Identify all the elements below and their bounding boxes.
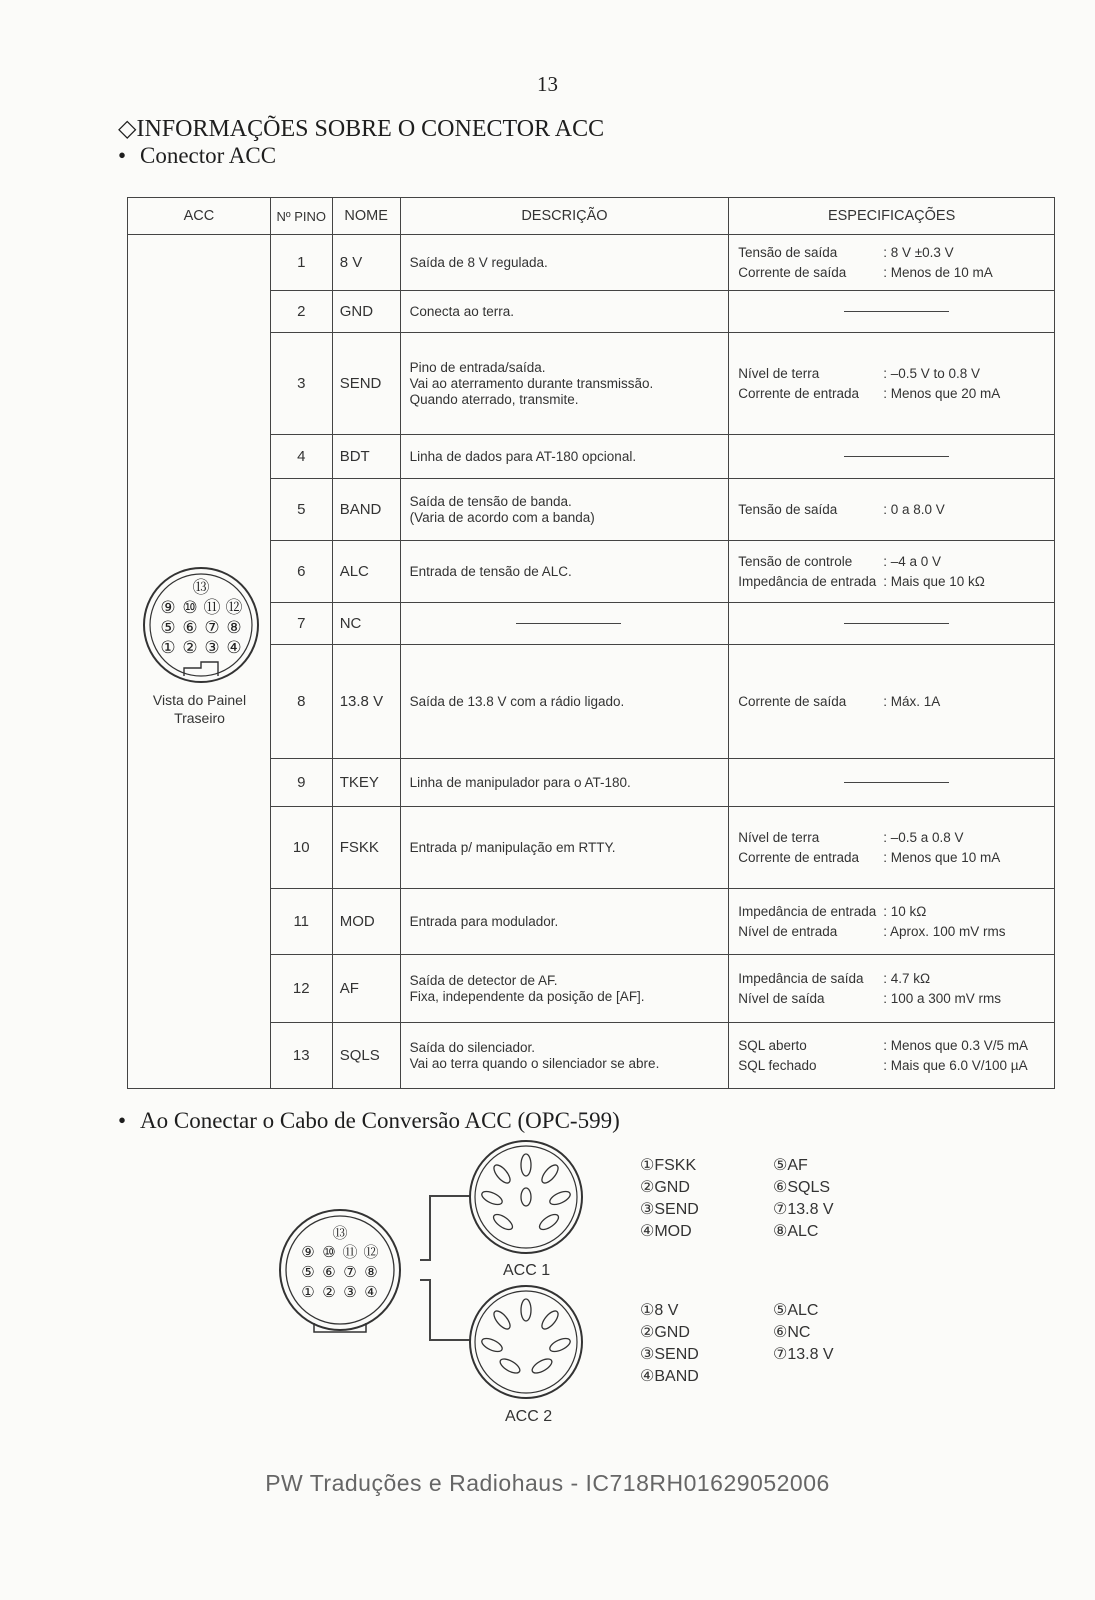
pin-description: [400, 435, 729, 479]
description-line: Linha de manipulador para o AT-180.: [409, 774, 631, 790]
pin-name: GND: [332, 291, 400, 333]
spec-label: Nível de entrada: [738, 923, 838, 939]
pin-specs: [729, 291, 1055, 333]
pin-name: MOD: [332, 889, 400, 955]
cable-lines: [420, 1196, 470, 1340]
connector-pin-glyph: ⑫: [225, 598, 243, 618]
pin-name: AF: [332, 955, 400, 1023]
spec-label: Nível de terra: [738, 829, 820, 845]
pin-number: 10: [270, 807, 332, 889]
connector-pin-glyph: ②: [322, 1283, 336, 1301]
spec-row: [738, 922, 1054, 942]
pin-description: [400, 807, 729, 889]
connector-pin-glyph: ④: [226, 638, 242, 658]
spec-value: : –4 a 0 V: [883, 553, 942, 569]
connector-pin-glyph: ②: [182, 638, 198, 658]
dash-placeholder: [844, 782, 949, 783]
spec-value: : Menos que 10 mA: [883, 849, 1001, 865]
pin-description: [400, 889, 729, 955]
description-line: Linha de dados para AT-180 opcional.: [409, 448, 637, 464]
spec-value: : 4.7 kΩ: [883, 970, 931, 986]
header-acc: ACC: [128, 198, 271, 235]
pin-number: 6: [270, 541, 332, 603]
pin-specs: [729, 955, 1055, 1023]
pin-assignment: ①FSKK: [640, 1157, 697, 1174]
connector-caption-line: Vista do Painel: [152, 692, 247, 708]
description-line: Saída de 13.8 V com a rádio ligado.: [409, 693, 625, 709]
pin-number: 2: [270, 291, 332, 333]
opc599-diagram: [270, 1140, 600, 1410]
pin-number: 11: [270, 889, 332, 955]
spec-label: Corrente de entrada: [738, 385, 860, 401]
pin-specs: [729, 479, 1055, 541]
description-line: Saída de detector de AF.: [409, 972, 558, 988]
spec-label: Impedância de entrada: [738, 903, 877, 919]
spec-row: [738, 828, 1054, 848]
description-line: Saída do silenciador.: [409, 1039, 535, 1055]
section-title: ◇INFORMAÇÕES SOBRE O CONECTOR ACC: [118, 116, 605, 142]
connector-pin-glyph: ⑥: [322, 1263, 336, 1281]
connector-pin-glyph: ③: [204, 638, 220, 658]
spec-label: SQL fechado: [738, 1057, 817, 1073]
pin-description: [400, 541, 729, 603]
spec-row: [738, 1036, 1054, 1056]
description-line: Vai ao terra quando o silenciador se abre.: [409, 1055, 660, 1071]
header-name: NOME: [332, 198, 400, 235]
acc1-label: ACC 1: [503, 1262, 551, 1279]
pin-specs: [729, 889, 1055, 955]
spec-value: : 0 a 8.0 V: [883, 501, 945, 517]
acc2-label: ACC 2: [505, 1408, 553, 1425]
pin-assignment: ③SEND: [640, 1201, 699, 1218]
spec-row: [738, 552, 1054, 572]
header-pin: Nº PINO: [270, 198, 332, 235]
pin-name: TKEY: [332, 759, 400, 807]
spec-value: : Aprox. 100 mV rms: [883, 923, 1006, 939]
pin-name: BAND: [332, 479, 400, 541]
pin-number: 12: [270, 955, 332, 1023]
pin-assignment: ⑦13.8 V: [773, 1346, 834, 1363]
pin-name: SEND: [332, 333, 400, 435]
spec-value: : Menos que 0.3 V/5 mA: [883, 1037, 1029, 1053]
table-row: [128, 235, 1055, 291]
spec-label: Corrente de entrada: [738, 849, 860, 865]
acc-rear-connector-illustration: [141, 565, 261, 685]
spec-label: Tensão de controle: [738, 553, 853, 569]
pin-assignment: ④BAND: [640, 1368, 699, 1385]
subsection-title-text: Conector ACC: [140, 143, 277, 168]
spec-row: [738, 572, 1054, 592]
connector-pin-glyph: ⑧: [226, 618, 242, 638]
pin-description: [400, 479, 729, 541]
pin-number: 13: [270, 1023, 332, 1089]
pin-specs: [729, 333, 1055, 435]
table-header-row: [128, 198, 1055, 235]
pin-assignment: ⑦13.8 V: [773, 1201, 834, 1218]
dash-placeholder: [844, 311, 949, 312]
pin-assignment: ⑥NC: [773, 1324, 811, 1341]
spec-row: [738, 500, 1054, 520]
spec-value: : Mais que 10 kΩ: [883, 573, 985, 589]
connector-pin-glyph: ③: [343, 1283, 357, 1301]
spec-label: Tensão de saída: [738, 244, 838, 260]
spec-label: Impedância de entrada: [738, 573, 877, 589]
pin-assignment: ④MOD: [640, 1223, 692, 1240]
spec-value: : Máx. 1A: [883, 693, 941, 709]
pin-name: FSKK: [332, 807, 400, 889]
conversion-title: • Ao Conectar o Cabo de Conversão ACC (OPC-599): [118, 1108, 620, 1133]
connector-pin-glyph: ⑥: [182, 618, 198, 638]
acc2-pins-right: [773, 1300, 834, 1366]
pin-specs: [729, 759, 1055, 807]
table-body: [128, 235, 1055, 1089]
description-line: Conecta ao terra.: [409, 303, 514, 319]
spec-row: [738, 902, 1054, 922]
pin-description: [400, 955, 729, 1023]
pin-number: 7: [270, 603, 332, 645]
spec-value: : Menos que 20 mA: [883, 385, 1001, 401]
dash-placeholder: [844, 623, 949, 624]
connector-pin-glyph: ⑩: [322, 1243, 336, 1261]
spec-label: Nível de terra: [738, 365, 820, 381]
pin-specs: [729, 435, 1055, 479]
description-line: (Varia de acordo com a banda): [409, 509, 595, 525]
connector-illustration-cell: [128, 235, 271, 1089]
pin-description: [400, 235, 729, 291]
connector-caption-line: Traseiro: [174, 710, 225, 726]
pin-number: 9: [270, 759, 332, 807]
pin-specs: [729, 645, 1055, 759]
description-line: Saída de tensão de banda.: [409, 493, 572, 509]
description-line: Entrada de tensão de ALC.: [409, 563, 572, 579]
connector-pin-glyph: ⑤: [301, 1263, 315, 1281]
acc1-8pin-connector: [470, 1141, 582, 1253]
pin-assignment: ②GND: [640, 1179, 690, 1196]
connector-pin-glyph: ⑩: [182, 598, 198, 618]
pin-assignment: ②GND: [640, 1324, 690, 1341]
pin-name: BDT: [332, 435, 400, 479]
dash-placeholder: [844, 456, 949, 457]
page-number: 13: [537, 72, 558, 96]
pin-name: 13.8 V: [332, 645, 400, 759]
spec-row: [738, 364, 1054, 384]
pin-number: 4: [270, 435, 332, 479]
pin-assignment: ③SEND: [640, 1346, 699, 1363]
spec-row: [738, 989, 1054, 1009]
spec-label: Corrente de saída: [738, 693, 847, 709]
description-line: Entrada p/ manipulação em RTTY.: [409, 839, 616, 855]
acc1-pins-left: [640, 1155, 699, 1243]
pin-description: [400, 759, 729, 807]
pin-description: [400, 1023, 729, 1089]
spec-label: Nível de saída: [738, 990, 825, 1006]
pin-specs: [729, 541, 1055, 603]
description-line: Entrada para modulador.: [409, 913, 559, 929]
dash-placeholder: [516, 623, 621, 624]
description-line: Vai ao aterramento durante transmissão.: [409, 375, 654, 391]
description-line: Fixa, independente da posição de [AF].: [409, 988, 645, 1004]
acc-13pin-connector: [280, 1210, 400, 1332]
connector-pin-glyph: ⑦: [343, 1263, 357, 1281]
description-line: Pino de entrada/saída.: [409, 359, 546, 375]
connector-pin-glyph: ⑨: [301, 1243, 315, 1261]
description-line: Saída de 8 V regulada.: [409, 254, 548, 270]
spec-value: : –0.5 V to 0.8 V: [883, 365, 981, 381]
header-specs: ESPECIFICAÇÕES: [729, 198, 1055, 235]
pin-number: 1: [270, 235, 332, 291]
spec-label: Impedância de saída: [738, 970, 864, 986]
spec-label: Tensão de saída: [738, 501, 838, 517]
pin-name: ALC: [332, 541, 400, 603]
connector-pin-glyph: ⑪: [203, 598, 221, 618]
pin-specs: [729, 1023, 1055, 1089]
pin-description: [400, 291, 729, 333]
spec-value: : –0.5 a 0.8 V: [883, 829, 964, 845]
pin-description: [400, 645, 729, 759]
acc1-pins-right: [773, 1155, 834, 1243]
connector-pin-glyph: ⑤: [160, 618, 176, 638]
pin-name: SQLS: [332, 1023, 400, 1089]
pin-assignment: ⑤ALC: [773, 1302, 819, 1319]
spec-row: [738, 692, 1054, 712]
spec-value: : 100 a 300 mV rms: [883, 990, 1002, 1006]
spec-value: : 10 kΩ: [883, 903, 927, 919]
spec-row: [738, 384, 1054, 404]
spec-row: [738, 848, 1054, 868]
connector-pin-glyph: ⑨: [160, 598, 176, 618]
pin-name: 8 V: [332, 235, 400, 291]
acc2-7pin-connector: [470, 1286, 582, 1398]
pin-number: 5: [270, 479, 332, 541]
pin-assignment: ①8 V: [640, 1302, 679, 1319]
connector-pin-glyph: ⑧: [364, 1263, 378, 1281]
pin-specs: [729, 807, 1055, 889]
pin-assignment: ⑥SQLS: [773, 1179, 831, 1196]
pin-assignment: ⑧ALC: [773, 1223, 819, 1240]
spec-value: : Mais que 6.0 V/100 µA: [883, 1057, 1028, 1073]
pin-description: [400, 603, 729, 645]
pin-description: [400, 333, 729, 435]
connector-pin-glyph: ⑬: [192, 578, 210, 598]
connector-pin-glyph: ⑦: [204, 618, 220, 638]
pin-name: NC: [332, 603, 400, 645]
connector-pin-glyph: ⑬: [332, 1224, 348, 1242]
spec-label: Corrente de saída: [738, 264, 847, 280]
subsection-title: • Conector ACC: [118, 143, 277, 168]
pin-number: 3: [270, 333, 332, 435]
connector-pin-glyph: ④: [364, 1283, 378, 1301]
spec-row: [738, 1056, 1054, 1076]
header-description: DESCRIÇÃO: [400, 198, 729, 235]
acc2-pins-left: [640, 1300, 699, 1388]
connector-caption: [128, 691, 271, 727]
spec-value: : Menos de 10 mA: [883, 264, 993, 280]
pin-number: 8: [270, 645, 332, 759]
connector-pin-glyph: ⑫: [363, 1243, 379, 1261]
description-line: Quando aterrado, transmite.: [409, 391, 579, 407]
spec-row: [738, 243, 1054, 263]
acc-pin-table: [127, 197, 1055, 1089]
pin-specs: [729, 235, 1055, 291]
connector-pin-glyph: ①: [301, 1283, 315, 1301]
connector-pin-glyph: ①: [160, 638, 176, 658]
pin-specs: [729, 603, 1055, 645]
spec-value: : 8 V ±0.3 V: [883, 244, 954, 260]
pin-assignment: ⑤AF: [773, 1157, 808, 1174]
spec-row: [738, 263, 1054, 283]
spec-label: SQL aberto: [738, 1037, 807, 1053]
connector-pin-glyph: ⑪: [342, 1243, 358, 1261]
spec-row: [738, 969, 1054, 989]
footer-credit: PW Traduções e Radiohaus - IC718RH01629052006: [265, 1470, 830, 1496]
conversion-title-text: Ao Conectar o Cabo de Conversão ACC (OPC-599): [140, 1108, 620, 1133]
